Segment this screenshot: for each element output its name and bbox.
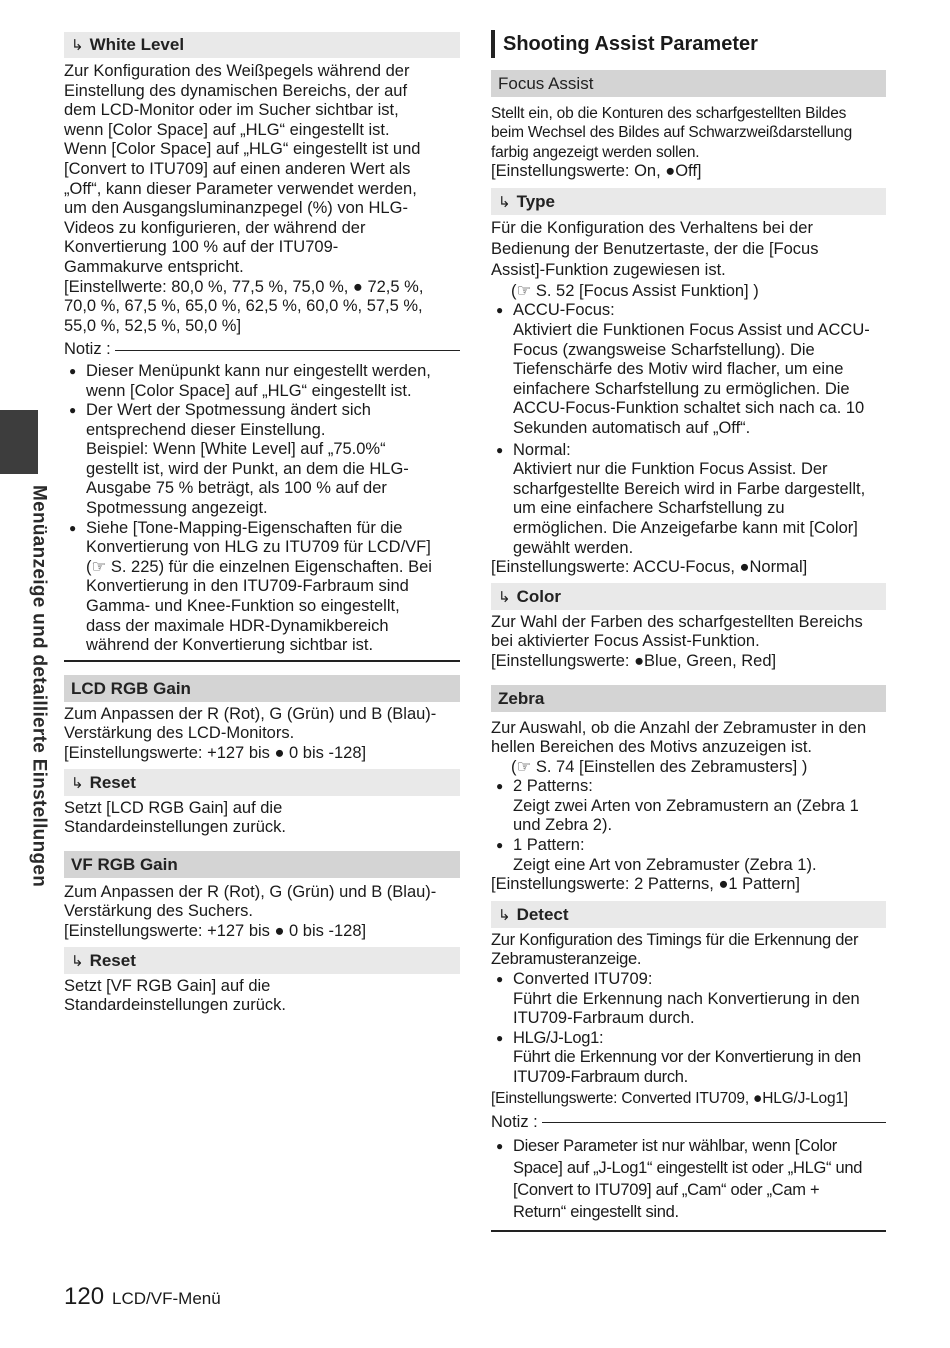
option-item: ● HLG/J-Log1: Führt die Erkennung vor der Konvertierung in den ITU709-Farbraum durch. — [491, 1029, 886, 1088]
note-divider — [542, 1122, 886, 1123]
section-end-rule — [64, 660, 460, 662]
detect-values: [Einstellungswerte: Converted ITU709, ●HLG/J-Log1] — [491, 1089, 848, 1107]
zebra-heading: Zebra — [491, 685, 886, 712]
focus-assist-values: [Einstellungswerte: On, ●Off] — [491, 162, 702, 181]
zebra-options — [491, 777, 886, 875]
chapter-tab-marker — [0, 410, 38, 474]
zebra-body: Zur Auswahl, ob die Anzahl der Zebramuster in den hellen Bereichen des Motivs anzuzeigen ist. — [491, 718, 867, 757]
sub-arrow-icon: ↳ — [71, 37, 84, 54]
page-number: 120 — [64, 1283, 105, 1310]
vf-reset-heading: ↳ Reset — [64, 947, 460, 974]
vf-reset-body: Setzt [VF RGB Gain] auf die Standardeinstellungen zurück. — [64, 976, 286, 1015]
color-heading: ↳ Color — [491, 583, 886, 610]
note-item: ● Dieser Menüpunkt kann nur eingestellt werden, wenn [Color Space] auf „HLG“ eingestellt ist. — [64, 362, 460, 401]
detect-heading: ↳ Detect — [491, 901, 886, 928]
note-item: ● Der Wert der Spotmessung ändert sich entsprechend dieser Einstellung. Beispiel: Wenn [White Level] auf „75.0%“ gestellt ist, wird der Punkt, an dem die HLG- Ausgabe 75 % beträgt, als 100 % auf der Spotmessung angezeigt. — [64, 401, 460, 519]
detect-notes — [491, 1135, 886, 1223]
page-footer — [64, 1283, 221, 1310]
sub-arrow-icon: ↳ — [71, 952, 84, 970]
zebra-reference: (☞ S. 74 [Einstellen des Zebramusters] ) — [511, 757, 808, 776]
sub-arrow-icon: ↳ — [71, 774, 84, 792]
type-values: [Einstellungswerte: ACCU-Focus, ●Normal] — [491, 558, 808, 577]
white-level-note-header — [64, 340, 460, 360]
lcd-reset-body: Setzt [LCD RGB Gain] auf die Standardeinstellungen zurück. — [64, 798, 286, 837]
note-label: Notiz : — [64, 340, 111, 359]
type-reference: (☞ S. 52 [Focus Assist Funktion] ) — [511, 281, 759, 300]
sub-arrow-icon: ↳ — [498, 588, 511, 606]
lcd-rgb-gain-heading: LCD RGB Gain — [64, 675, 460, 702]
option-item: ● ACCU-Focus: Aktiviert die Funktionen Focus Assist und ACCU- Focus (zwangsweise Scharfstellung). Die Tiefenschärfe des Motiv wird flacher, um eine einfachere Scharfstellung zu ermöglichen. Die ACCU-Focus-Funktion schaltet sich nach ca. 10 Sekunden automatisch auf „Off“. — [491, 301, 886, 438]
note-item: ● Siehe [Tone-Mapping-Eigenschaften für die Konvertierung von HLG zu ITU709 für LCD/VF] (☞ S. 225) für die einzelnen Eigenschaften. Bei Konvertierung in den ITU709-Farbraum sind Gamma- und Knee-Funktion so eingestellt, dass der maximale HDR-Dynamikbereich während der Konvertierung sichtbar ist. — [64, 519, 460, 656]
note-item: ● Dieser Parameter ist nur wählbar, wenn [Color Space] auf „J-Log1“ eingestellt ist oder „HLG“ und [Convert to ITU709] auf „Cam“ oder „Cam + Return“ eingestellt sind. — [491, 1135, 886, 1223]
focus-assist-body: Stellt ein, ob die Konturen des scharfgestellten Bildes beim Wechsel des Bildes auf Schwarzweißdarstellung farbig angezeigt werden sollen. — [491, 105, 853, 161]
sub-arrow-icon: ↳ — [498, 193, 511, 211]
note-divider — [115, 350, 460, 351]
option-item: ● Converted ITU709: Führt die Erkennung nach Konvertierung in den ITU709-Farbraum durch. — [491, 970, 886, 1029]
vf-rgb-gain-body: Zum Anpassen der R (Rot), G (Grün) und B (Blau)- Verstärkung des Suchers. [Einstellungswerte: +127 bis ● 0 bis -128] — [64, 882, 437, 940]
detect-options — [491, 970, 886, 1088]
zebra-values: [Einstellungswerte: 2 Patterns, ●1 Pattern] — [491, 875, 800, 894]
focus-assist-heading: Focus Assist — [491, 70, 886, 97]
left-column — [64, 32, 460, 1016]
vf-rgb-gain-heading: VF RGB Gain — [64, 851, 460, 878]
type-options — [491, 301, 886, 558]
option-item: ● 1 Pattern: Zeigt eine Art von Zebramuster (Zebra 1). — [491, 836, 886, 875]
white-level-notes — [64, 362, 460, 656]
white-level-body: Zur Konfiguration des Weißpegels während der Einstellung des dynamischen Bereichs, der auf dem LCD-Monitor oder im Sucher sichtbar ist, wenn [Color Space] auf „HLG“ eingestellt ist. Wenn [Color Space] auf „HLG“ eingestellt ist und [Convert to ITU709] auf einen anderen Wert als „Off“, kann dieser Parameter verwendet werden, um den Ausgangsluminanzpegel (%) von HLG- Videos zu konfigurieren, der während der Konvertierung 100 % auf der ITU709- Gammakurve entspricht. [Einstellwerte: 80,0 %, 77,5 %, 75,0 %, ● 72,5 %, 70,0 %, 67,5 %, 65,0 %, 62,5 %, 60,0 %, 57,5 %, 55,0 %, 52,5 %, 50,0 %] — [64, 62, 424, 335]
lcd-rgb-gain-body: Zum Anpassen der R (Rot), G (Grün) und B (Blau)- Verstärkung des LCD-Monitors. [Einstellungswerte: +127 bis ● 0 bis -128] — [64, 704, 437, 762]
chapter-side-label: Menüanzeige und detaillierte Einstellungen — [28, 485, 50, 888]
color-body: Zur Wahl der Farben des scharfgestellten Bereichs bei aktivierter Focus Assist-Funktion. [Einstellungswerte: ●Blue, Green, Red] — [491, 612, 863, 670]
section-end-rule — [491, 1230, 886, 1232]
note-label: Notiz : — [491, 1113, 538, 1131]
sub-arrow-icon: ↳ — [498, 906, 511, 924]
right-column — [491, 32, 886, 1232]
detect-note-header — [491, 1113, 886, 1133]
type-heading: ↳ Type — [491, 188, 886, 215]
option-item: ● 2 Patterns: Zeigt zwei Arten von Zebramustern an (Zebra 1 und Zebra 2). — [491, 777, 886, 836]
detect-body: Zur Konfiguration des Timings für die Erkennung der Zebramusteranzeige. — [491, 930, 859, 969]
footer-section-name: LCD/VF-Menü — [112, 1289, 221, 1308]
lcd-reset-heading: ↳ Reset — [64, 769, 460, 796]
option-item: ● Normal: Aktiviert nur die Funktion Focus Assist. Der scharfgestellte Bereich wird in Farbe dargestellt, um eine einfachere Scharfstellung zu ermöglichen. Die Anzeigefarbe kann mit [Color] gewählt werden. — [491, 441, 886, 559]
page-section-title: Shooting Assist Parameter — [491, 30, 886, 58]
white-level-heading: ↳ White Level — [64, 32, 460, 58]
type-body: Für die Konfiguration des Verhaltens bei der Bedienung der Benutzertaste, der die [Focus Assist]-Funktion zugewiesen ist. — [491, 218, 819, 279]
